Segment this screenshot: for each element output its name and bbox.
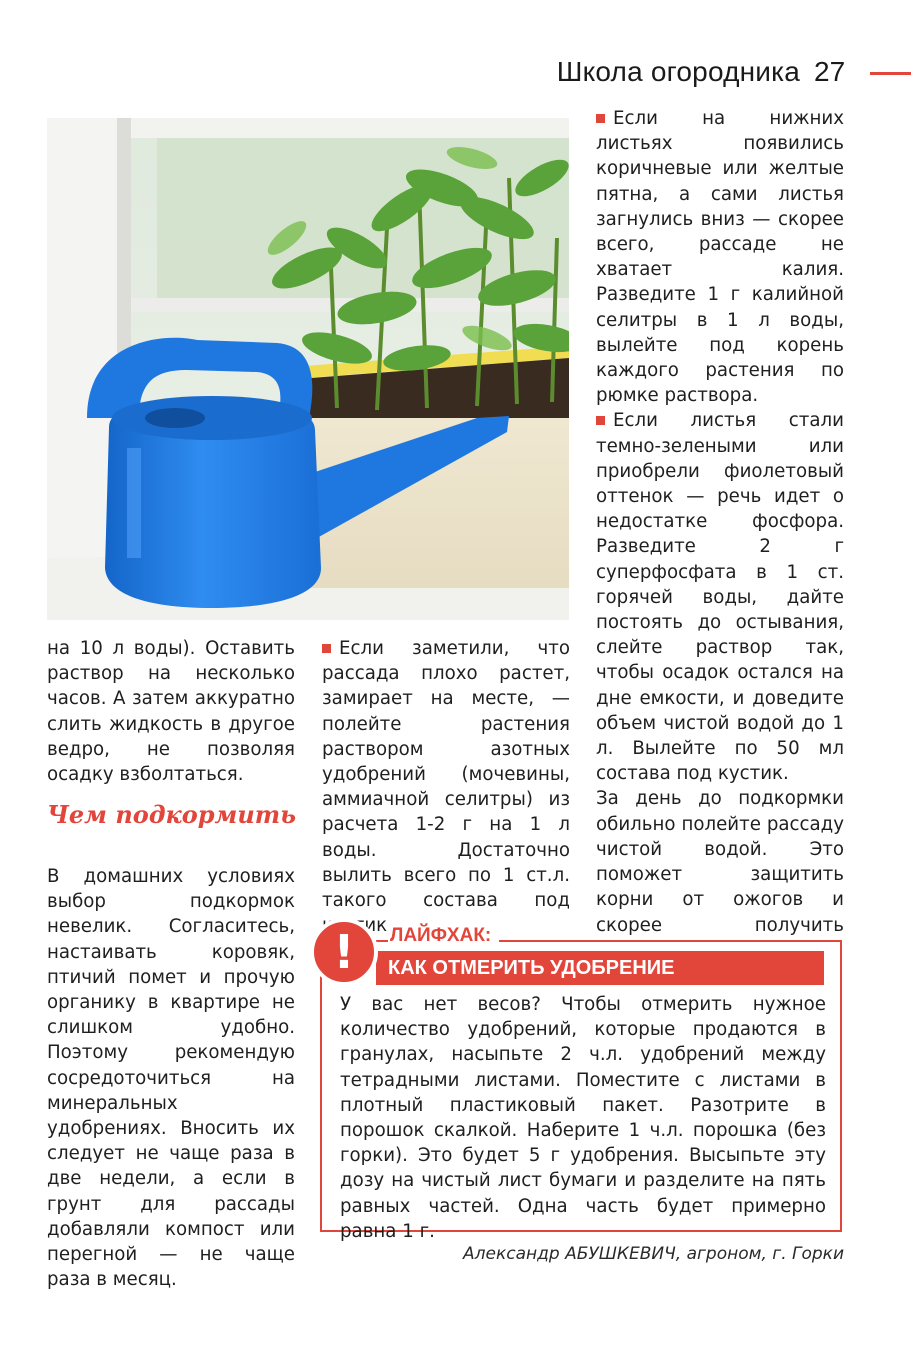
author-credit: Александр АБУШКЕВИЧ, агроном, г. Горки	[463, 1244, 844, 1264]
section-heading: Чем подкормить	[47, 800, 297, 829]
potassium-paragraph: Если на нижних листьях появились коричневые или желтые пятна, а сами листья загнулись вниз — скорее всего, рассаде не хватает калия. Разведите 1 г калийной селитры в 1 л воды, вылейте под корень каждого растения по рюмке раствора.	[596, 108, 844, 407]
left-column	[47, 636, 295, 787]
left-intro-paragraph: на 10 л воды). Оставить раствор на несколько часов. А затем аккуратно слить жидкость в другое ведро, не позволяя осадку взболтаться.	[47, 638, 295, 786]
left-column-body	[47, 864, 295, 1292]
left-body-paragraph: В домашних условиях выбор подкормок невелик. Согласитесь, настаивать коровяк, птичий помет и прочую органику в квартире не слишком удобно. Поэтому рекомендую сосредоточиться на минеральных удобрениях. Вносить их следует не чаще раза в две недели, а если в грунт для рассады добавляли компост или перегной — не чаще раза в месяц.	[47, 866, 295, 1291]
bullet-icon	[322, 644, 331, 653]
exclamation-icon: !	[310, 918, 378, 986]
watering-can-seedlings-photo	[47, 118, 569, 620]
lifehack-label: ЛАЙФХАК:	[388, 924, 499, 948]
section-title: Школа огородника	[556, 56, 800, 87]
watering-paragraph: За день до подкормки обильно полейте рассаду чистой водой. Это поможет защитить корни от ожогов и скорее получить	[596, 788, 844, 936]
page-number: 27	[814, 56, 846, 87]
lifehack-body: У вас нет весов? Чтобы отмерить нужное количество удобрений, которые продаются в гранулах, насыпьте 2 ч.л. удобрений между тетрадными листами. Поместите с листами в плотный пластиковый пакет. Разотрите в порошок скалкой. Наберите 1 ч.л. порошка (без горки). Это будет 5 г удобрения. Высыпьте эту дозу на чистый лист бумаги и разделите на пять равных частей. Одна часть будет примерно равна 1 г.	[340, 994, 826, 1242]
lifehack-title: КАК ОТМЕРИТЬ УДОБРЕНИЕ	[376, 951, 824, 985]
header-rule	[870, 72, 911, 75]
nitrogen-paragraph: Если заметили, что рассада плохо растет, замирает на месте, — полейте растения раствором азотных удобрений (мочевины, аммиачной селитры) из расчета 1-2 г на 1 л воды. Достаточно вылить всего по 1 ст.л. такого состава под	[322, 638, 570, 912]
phosphorus-paragraph: Если листья стали темно-зелеными или приобрели фиолетовый оттенок — речь идет о недостатке фосфора. Разведите 2 г суперфосфата в 1 ст. горячей воды, дайте постоять до остывания, слейте раствор так, чтобы осадок остался на дне емкости, и доведите объем чистой водой до 1 л. Вылейте по 50 мл состава под кустик.	[596, 410, 844, 785]
middle-column	[322, 636, 570, 938]
bullet-icon	[596, 416, 605, 425]
right-column	[596, 106, 844, 963]
bullet-icon	[596, 114, 605, 123]
